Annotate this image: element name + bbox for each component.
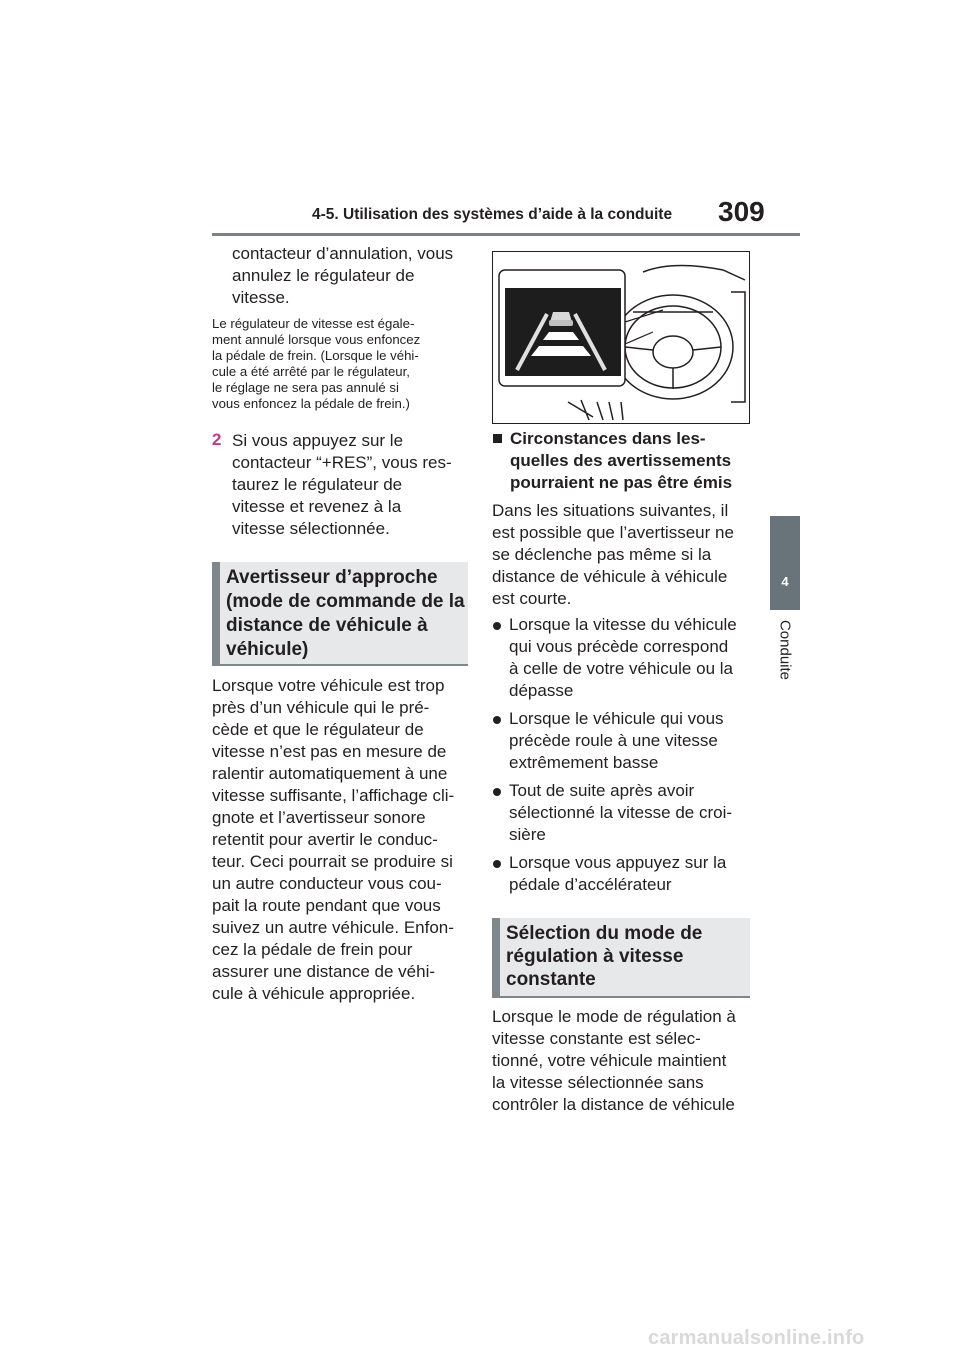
bullet-line: qui vous précède correspond	[509, 637, 729, 656]
lead-vehicle-icon	[549, 312, 573, 326]
body-line: ralentir automatiquement à une	[212, 764, 448, 783]
note-line: vous enfoncez la pédale de frein.)	[212, 396, 410, 411]
bullet-line: sière	[509, 825, 546, 844]
body-line: cez la pédale de frein pour	[212, 940, 413, 959]
bullet-line: Lorsque vous appuyez sur la	[509, 853, 727, 872]
continued-line: contacteur d’annulation, vous	[232, 244, 454, 263]
bullet-line: sélectionné la vitesse de croi-	[509, 803, 733, 822]
bullet-icon	[493, 622, 501, 630]
section-title-line: (mode de commande de la	[226, 591, 465, 612]
body-line: suivez un autre véhicule. Enfon-	[212, 918, 454, 937]
body-line: gnote et l’avertisseur sonore	[212, 808, 426, 827]
body-line: Lorsque le mode de régulation à	[492, 1007, 736, 1026]
bullet-line: dépasse	[509, 681, 574, 700]
body-line: Lorsque votre véhicule est trop	[212, 676, 445, 695]
subheading-line: pourraient ne pas être émis	[510, 473, 733, 492]
chapter-heading: 4-5. Utilisation des systèmes d’aide à la conduite	[312, 206, 673, 223]
continued-line: vitesse.	[232, 288, 290, 307]
body-line: tionné, votre véhicule maintient	[492, 1051, 727, 1070]
bullet-line: extrêmement basse	[509, 753, 659, 772]
section-heading-bar	[492, 918, 500, 996]
body-line: teur. Ceci pourrait se produire si	[212, 852, 453, 871]
header-divider	[212, 233, 800, 236]
section-heading-bar	[212, 562, 220, 664]
section-title-line: Sélection du mode de	[506, 923, 703, 944]
section-title-line: régulation à vitesse	[506, 946, 684, 967]
chapter-tab-label: Conduite	[776, 619, 794, 681]
bullet-line: Tout de suite après avoir	[509, 781, 695, 800]
body-line: la vitesse sélectionnée sans	[492, 1073, 704, 1092]
chapter-tab-number: 4	[781, 574, 789, 589]
section-heading-box	[492, 918, 750, 998]
section-title-line: constante	[506, 969, 596, 990]
bullet-icon	[493, 788, 501, 796]
bullet-icon	[493, 860, 501, 868]
body-line: contrôler la distance de véhicule	[492, 1095, 735, 1114]
intro-line: est courte.	[492, 589, 572, 608]
body-line: cède et que le régulateur de	[212, 720, 424, 739]
note-line: cule a été arrêté par le régulateur,	[212, 364, 410, 379]
bullet-line: pédale d’accélérateur	[509, 875, 672, 894]
body-line: cule à véhicule appropriée.	[212, 984, 416, 1003]
note-line: Le régulateur de vitesse est égale-	[212, 316, 415, 331]
bullet-line: à celle de votre véhicule ou la	[509, 659, 733, 678]
note-line: le réglage ne sera pas annulé si	[212, 380, 399, 395]
page-number: 309	[718, 196, 765, 227]
note-line: la pédale de frein. (Lorsque le véhi-	[212, 348, 419, 363]
section-heading-box	[212, 562, 468, 666]
step-line: vitesse et revenez à la	[232, 497, 402, 516]
continued-line: annulez le régulateur de	[232, 266, 415, 285]
section-title-line: Avertisseur d’approche	[226, 567, 438, 588]
bullet-icon	[493, 716, 501, 724]
body-line: vitesse suffisante, l’affichage cli-	[212, 786, 455, 805]
body-line: retentit pour avertir le conduc-	[212, 830, 438, 849]
chapter-tab	[770, 516, 800, 610]
body-line: assurer une distance de véhi-	[212, 962, 436, 981]
bullet-line: Lorsque le véhicule qui vous	[509, 709, 724, 728]
intro-line: est possible que l’avertisseur ne	[492, 523, 734, 542]
bullet-line: Lorsque la vitesse du véhicule	[509, 615, 737, 634]
subheading-line: quelles des avertissements	[510, 451, 732, 470]
body-line: pait la route pendant que vous	[212, 896, 441, 915]
subheading-line: Circonstances dans les-	[510, 429, 706, 448]
body-line: vitesse n’est pas en mesure de	[212, 742, 447, 761]
dashboard-drawing	[493, 252, 749, 423]
step-line: Si vous appuyez sur le	[232, 431, 404, 450]
subheading-square-icon	[493, 434, 502, 443]
step-line: vitesse sélectionnée.	[232, 519, 390, 538]
step-line: contacteur “+RES”, vous res-	[232, 453, 452, 472]
note-line: ment annulé lorsque vous enfoncez	[212, 332, 421, 347]
bullet-line: précède roule à une vitesse	[509, 731, 718, 750]
approach-warning-illustration	[492, 251, 750, 424]
body-line: vitesse constante est sélec-	[492, 1029, 701, 1048]
step-line: taurez le régulateur de	[232, 475, 403, 494]
section-title-line: distance de véhicule à	[226, 615, 428, 636]
step-number: 2	[212, 430, 222, 449]
intro-line: distance de véhicule à véhicule	[492, 567, 728, 586]
intro-line: se déclenche pas même si la	[492, 545, 712, 564]
section-title-line: véhicule)	[226, 639, 309, 660]
body-line: près d’un véhicule qui le pré-	[212, 698, 430, 717]
site-watermark: carmanualsonline.info	[648, 1327, 865, 1349]
body-line: un autre conducteur vous cou-	[212, 874, 442, 893]
intro-line: Dans les situations suivantes, il	[492, 501, 729, 520]
